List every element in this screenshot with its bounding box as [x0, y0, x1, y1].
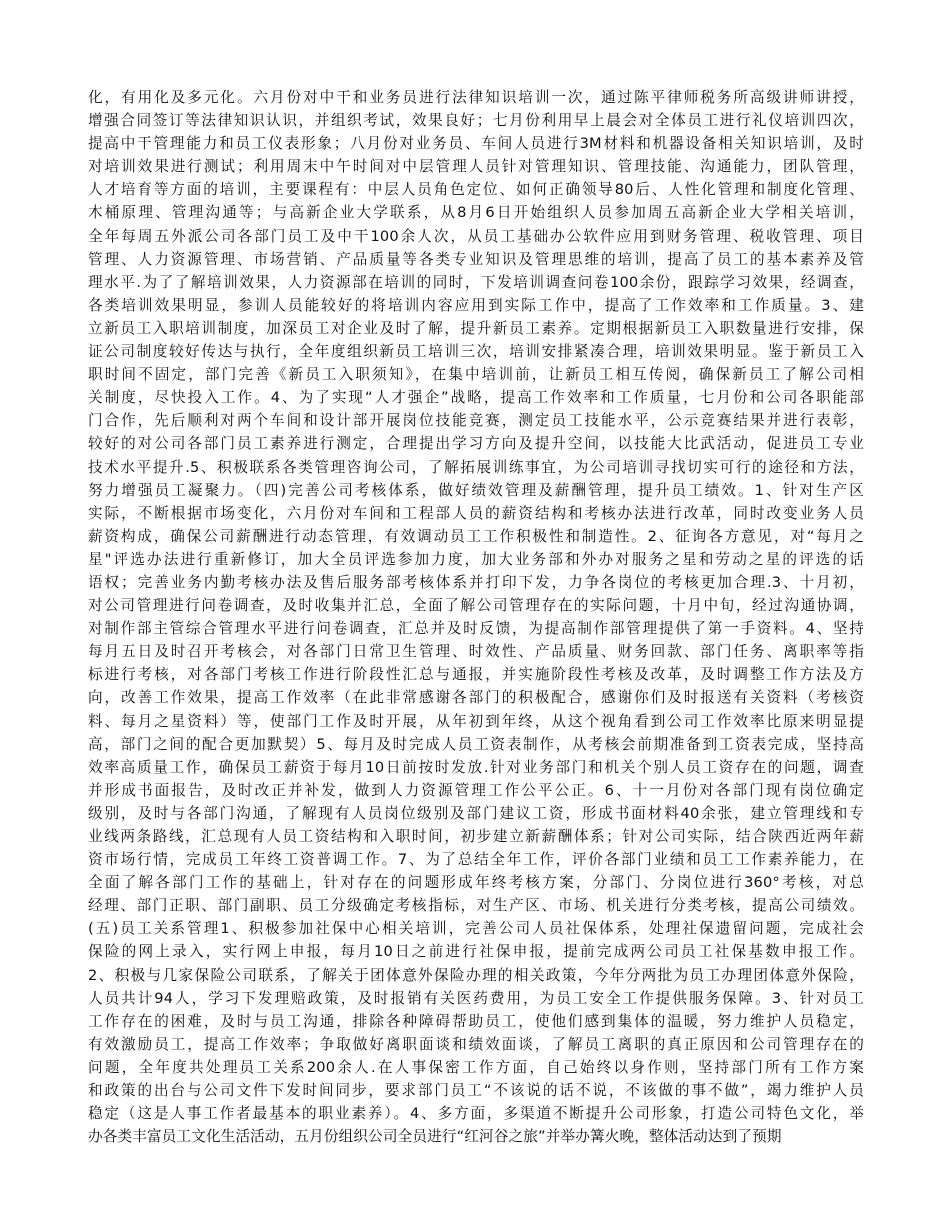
text-line: 向，改善工作效果，提高工作效率（在此非常感谢各部门的积极配合，感谢你们及时报送有关资料（考核资 — [88, 689, 864, 707]
text-line: 理水平.为了了解培训效果，人力资源部在培训的同时，下发培训调查问卷100余份，跟踪学习效果，经调查， — [88, 273, 864, 291]
text-line: 有效激励员工，提高工作效率；争取做好离职面谈和绩效面谈，了解员工离职的真正原因和公司管理存在的 — [88, 1035, 864, 1053]
text-line: 较好的对公司各部门员工素养进行测定，合理提出学习方向及提升空间，以技能大比武活动，促进员工专业 — [88, 435, 864, 453]
text-line: 并形成书面报告，及时改正并补发，做到人力资源管理工作公平公正。6、十一月份对各部门现有岗位确定 — [88, 781, 864, 799]
text-line: 全年每周五外派公司各部门员工及中干100余人次，从员工基础办公软件应用到财务管理、税收管理、项目 — [88, 227, 864, 245]
text-line: 经理、部门正职、部门副职、员工分级确定考核指标，对生产区、市场、机关进行分类考核，提高公司绩效。 — [88, 897, 864, 915]
text-line: 办各类丰富员工文化生活活动，五月份组织公司全员进行“红河谷之旅”并举办篝火晚，整体活动达到了预期 — [88, 1128, 782, 1146]
text-line: 薪资构成，确保公司薪酬进行动态管理，有效调动员工工作积极性和制造性。2、征询各方意见，对“每月之 — [88, 527, 864, 545]
text-line: 化，有用化及多元化。六月份对中干和业务员进行法律知识培训一次，通过陈平律师税务所高级讲师讲授， — [88, 89, 864, 106]
text-line: 标进行考核，对各部门考核工作进行阶段性汇总与通报，并实施阶段性考核及改革，及时调整工作方法及方 — [88, 666, 864, 684]
text-line: 和政策的出台与公司文件下发时间同步，要求部门员工“不该说的话不说，不该做的事不做”，竭力维护人员 — [88, 1082, 864, 1100]
text-line: 关制度，尽快投入工作。4、为了实现“人才强企”战略，提高工作效率和工作质量，七月份和公司各职能部 — [88, 389, 864, 407]
text-line: 木桶原理、管理沟通等；与高新企业大学联系，从8月6日开始组织人员参加周五高新企业大学相关培训， — [88, 204, 864, 222]
text-line: 门合作，先后顺利对两个车间和设计部开展岗位技能竞赛，测定员工技能水平，公示竞赛结果并进行表彰， — [88, 412, 864, 430]
text-line: 全面了解各部门工作的基础上，针对存在的问题形成年终考核方案，分部门、分岗位进行360°考核，对总 — [88, 874, 864, 892]
text-line: 稳定（这是人事工作者最基本的职业素养）。4、多方面，多渠道不断提升公司形象，打造公司特色文化，举 — [88, 1105, 864, 1123]
text-line: 星"评选办法进行重新修订，加大全员评选参加力度，加大业务部和外办对服务之星和劳动之星的评选的话 — [88, 550, 864, 568]
text-line: 人才培育等方面的培训，主要课程有：中层人员角色定位、如何正确领导80后、人性化管理和制度化管理、 — [88, 181, 864, 199]
text-line: 效率高质量工作，确保员工薪资于每月10日前按时发放.针对业务部门和机关个别人员工资存在的问题，调查 — [88, 758, 864, 776]
text-line: 保险的网上录入，实行网上申报，每月10日之前进行社保申报，提前完成两公司员工社保基数申报工作。 — [88, 943, 864, 961]
text-line: (五)员工关系管理1、积极参加社保中心相关培训，完善公司人员社保体系，处理社保遗留问题，完成社会 — [88, 920, 864, 938]
text-line: 对培训效果进行测试；利用周末中午时间对中层管理人员针对管理知识、管理技能、沟通能力，团队管理， — [88, 158, 864, 176]
text-line: 提高中干管理能力和员工仪表形象；八月份对业务员、车间人员进行3M材料和机器设备相关知识培训，及时 — [88, 135, 864, 153]
text-line: 各类培训效果明显，参训人员能较好的将培训内容应用到实际工作中，提高了工作效率和工作质量。3、建 — [88, 296, 864, 314]
text-line: 料、每月之星资料）等，使部门工作及时开展，从年初到年终，从这个视角看到公司工作效率比原来明显提 — [88, 712, 864, 730]
text-line: 每月五日及时召开考核会，对各部门日常卫生管理、时效性、产品质量、财务回款、部门任务、离职率等指 — [88, 643, 864, 661]
text-line: 证公司制度较好传达与执行，全年度组织新员工培训三次，培训安排紧凑合理，培训效果明显。鉴于新员工入 — [88, 343, 864, 361]
text-line: 问题，全年度共处理员工关系200余人.在人事保密工作方面，自己始终以身作则，坚持部门所有工作方案 — [88, 1058, 864, 1076]
text-line: 对公司管理进行问卷调查，及时收集并汇总，全面了解公司管理存在的实际问题，十月中旬，经过沟通协调， — [88, 597, 864, 615]
text-line: 对制作部主管综合管理水平进行问卷调查，汇总并及时反馈，为提高制作部管理提供了第一手资料。4、坚持 — [88, 620, 864, 638]
text-line: 资市场行情，完成员工年终工资普调工作。7、为了总结全年工作，评价各部门业绩和员工工作素养能力，在 — [88, 851, 864, 869]
text-line: 努力增强员工凝聚力。（四)完善公司考核体系，做好绩效管理及薪酬管理，提升员工绩效。1、针对生产区 — [88, 481, 864, 499]
text-line: 技术水平提升.5、积极联系各类管理咨询公司，了解拓展训练事宜，为公司培训寻找切实可行的途径和方法， — [88, 458, 864, 476]
text-line: 职时间不固定，部门完善《新员工入职须知》，在集中培训前，让新员工相互传阅，确保新员工了解公司相 — [88, 366, 864, 384]
text-line: 业线两条路线，汇总现有人员工资结构和入职时间，初步建立新薪酬体系；针对公司实际，结合陕西近两年薪 — [88, 828, 864, 845]
text-line: 人员共计94人，学习下发理赔政策，及时报销有关医药费用，为员工安全工作提供服务保障。3、针对员工 — [88, 989, 864, 1007]
text-line: 立新员工入职培训制度，加深员工对企业及时了解，提升新员工素养。定期根据新员工入职数量进行安排，保 — [88, 319, 864, 337]
text-line: 工作存在的困难，及时与员工沟通，排除各种障碍帮助员工，使他们感到集体的温暖，努力维护人员稳定， — [88, 1012, 864, 1030]
text-line: 管理、人力资源管理、市场营销、产品质量等各类专业知识及管理思维的培训，提高了员工的基本素养及管 — [88, 250, 864, 268]
text-line: 实际，不断根据市场变化，六月份对车间和工程部人员的薪资结构和考核办法进行改革，同时改变业务人员 — [88, 504, 864, 522]
text-line: 高，部门之间的配合更加默契）5、每月及时完成人员工资表制作，从考核会前期准备到工资表完成，坚持高 — [88, 735, 864, 753]
document-body — [88, 86, 864, 1148]
text-line: 级别，及时与各部门沟通，了解现有人员岗位级别及部门建议工资，形成书面材料40余张，建立管理线和专 — [88, 804, 864, 822]
text-line: 语权；完善业务内勤考核办法及售后服务部考核体系并打印下发，力争各岗位的考核更加合理.3、十月初， — [88, 573, 864, 591]
text-line: 增强合同签订等法律知识认识，并组织考试，效果良好；七月份利用早上晨会对全体员工进行礼仪培训四次， — [88, 112, 864, 130]
text-line: 2、积极与几家保险公司联系，了解关于团体意外保险办理的相关政策，今年分两批为员工办理团体意外保险， — [88, 966, 864, 984]
